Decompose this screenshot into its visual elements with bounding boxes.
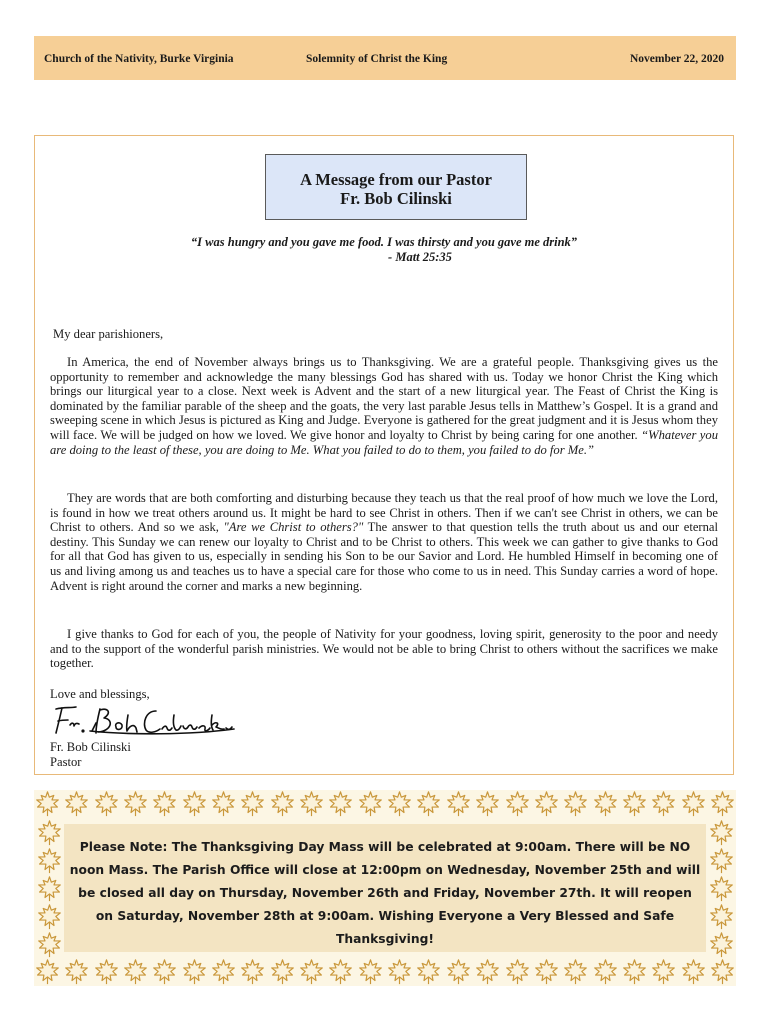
maple-leaf-icon: [445, 790, 472, 818]
letter-paragraph-1: In America, the end of November always brings us to Thanksgiving. We are a grateful people. Thanksgiving gives us the opportunity to remember and acknowledge the many blessings God has shared with us. Today we honor Christ the King which brings our liturgical year to a close. Next week is Advent and the start of a new liturgical year. The Feast of Christ the King is dominated by the familiar parable of the sheep and the goats, the very last parable Jesus tells in Matthew’s Gospel. It is a grand and sweeping scene in which Jesus is pictured as King and Judge. Everyone is gathered for the great judgment and it is Jesus whom they will face. We will be judged on how we loved. We give honor and loyalty to Christ by being caring for one another. “Whatever you are doing to the least of these, you are doing to Me. What you failed to do to them, you failed to do for Me.”: [50, 355, 718, 457]
maple-leaf-icon: [708, 819, 735, 846]
maple-leaf-icon: [36, 819, 63, 846]
bulletin-date: November 22, 2020: [629, 53, 724, 65]
handwritten-signature: [50, 701, 240, 739]
leaf-border-top: [34, 790, 736, 818]
maple-leaf-icon: [36, 931, 63, 958]
signature-name: Fr. Bob Cilinski: [50, 740, 131, 754]
maple-leaf-icon: [650, 958, 677, 986]
signature-title: Pastor: [50, 755, 82, 769]
maple-leaf-icon: [357, 790, 384, 818]
maple-leaf-icon: [122, 790, 149, 818]
maple-leaf-icon: [415, 790, 442, 818]
maple-leaf-icon: [386, 958, 413, 986]
scripture-quote: “I was hungry and you gave me food. I was thirsty and you gave me drink”: [190, 235, 578, 249]
notice-panel: [64, 824, 706, 952]
letter-author: Fr. Bob Cilinski: [340, 189, 452, 208]
maple-leaf-icon: [474, 790, 501, 818]
maple-leaf-icon: [122, 958, 149, 986]
maple-leaf-icon: [298, 958, 325, 986]
maple-leaf-icon: [504, 790, 531, 818]
letter-greeting: My dear parishioners,: [53, 327, 164, 341]
bulletin-header: [34, 36, 736, 80]
maple-leaf-icon: [415, 958, 442, 986]
maple-leaf-icon: [592, 790, 619, 818]
maple-leaf-icon: [269, 790, 296, 818]
feast-name: Solemnity of Christ the King: [306, 53, 448, 65]
maple-leaf-icon: [63, 958, 90, 986]
maple-leaf-icon: [386, 790, 413, 818]
maple-leaf-icon: [239, 958, 266, 986]
maple-leaf-icon: [181, 790, 208, 818]
maple-leaf-icon: [562, 790, 589, 818]
maple-leaf-icon: [36, 903, 63, 930]
maple-leaf-icon: [708, 903, 735, 930]
maple-leaf-icon: [36, 847, 63, 874]
maple-leaf-icon: [709, 958, 736, 986]
maple-leaf-icon: [327, 790, 354, 818]
maple-leaf-icon: [504, 958, 531, 986]
maple-leaf-icon: [93, 958, 120, 986]
pastor-letter: [34, 135, 734, 775]
maple-leaf-icon: [592, 958, 619, 986]
maple-leaf-icon: [298, 790, 325, 818]
maple-leaf-icon: [680, 790, 707, 818]
scripture-reference: - Matt 25:35: [388, 250, 452, 264]
maple-leaf-icon: [533, 958, 560, 986]
letter-paragraph-2: They are words that are both comforting and disturbing because they teach us that the real proof of how much we love the Lord, is found in how we treat others around us. It might be hard to see Christ in others. Then if we can't see Christ in others, we can be Christ to others. And so we ask, "Are we Christ to others?" The answer to that question tells the truth about us and our eternal destiny. This Sunday we can renew our loyalty to Christ and to be Christ to others. This week we can gather to give thanks to God for all that God has given to us, especially in sending his Son to be our Savior and Lord. He humbled Himself in becoming one of us and living among us and teaches us to have a special care for those who come to us in need. This Sunday carries a word of hope. Advent is right around the corner and marks a new beginning.: [50, 491, 718, 593]
leaf-border-bottom: [34, 958, 736, 986]
maple-leaf-icon: [93, 790, 120, 818]
maple-leaf-icon: [327, 958, 354, 986]
maple-leaf-icon: [357, 958, 384, 986]
maple-leaf-icon: [708, 875, 735, 902]
notice-text: Please Note: The Thanksgiving Day Mass will be celebrated at 9:00am. There will be NO noon Mass. The Parish Office will close at 12:00pm on Wednesday, November 25th and will be closed all day on Thursday, November 26th and Friday, November 27th. It will reopen on Saturday, November 28th at 9:00am. Wishing Everyone a Very Blessed and Safe Thanksgiving!: [69, 840, 701, 946]
maple-leaf-icon: [34, 790, 61, 818]
letter-closing: Love and blessings,: [50, 687, 150, 701]
maple-leaf-icon: [445, 958, 472, 986]
maple-leaf-icon: [210, 958, 237, 986]
maple-leaf-icon: [533, 790, 560, 818]
maple-leaf-icon: [210, 790, 237, 818]
maple-leaf-icon: [63, 790, 90, 818]
maple-leaf-icon: [562, 958, 589, 986]
maple-leaf-icon: [269, 958, 296, 986]
church-name: Church of the Nativity, Burke Virginia: [44, 53, 234, 65]
maple-leaf-icon: [36, 875, 63, 902]
maple-leaf-icon: [650, 790, 677, 818]
maple-leaf-icon: [181, 958, 208, 986]
thanksgiving-notice: [34, 790, 736, 986]
maple-leaf-icon: [151, 958, 178, 986]
maple-leaf-icon: [621, 790, 648, 818]
maple-leaf-icon: [708, 931, 735, 958]
letter-title-box: [265, 154, 527, 220]
maple-leaf-icon: [239, 790, 266, 818]
maple-leaf-icon: [708, 847, 735, 874]
letter-paragraph-3: I give thanks to God for each of you, the people of Nativity for your goodness, loving spirit, generosity to the poor and needy and to the support of the wonderful parish ministries. We would not be able to bring Christ to others without the sacrifices we make together.: [50, 627, 718, 671]
maple-leaf-icon: [474, 958, 501, 986]
maple-leaf-icon: [34, 958, 61, 986]
maple-leaf-icon: [621, 958, 648, 986]
letter-title: A Message from our Pastor: [300, 170, 492, 189]
maple-leaf-icon: [151, 790, 178, 818]
leaf-border-left: [34, 818, 64, 958]
maple-leaf-icon: [680, 958, 707, 986]
maple-leaf-icon: [709, 790, 736, 818]
leaf-border-right: [706, 818, 736, 958]
